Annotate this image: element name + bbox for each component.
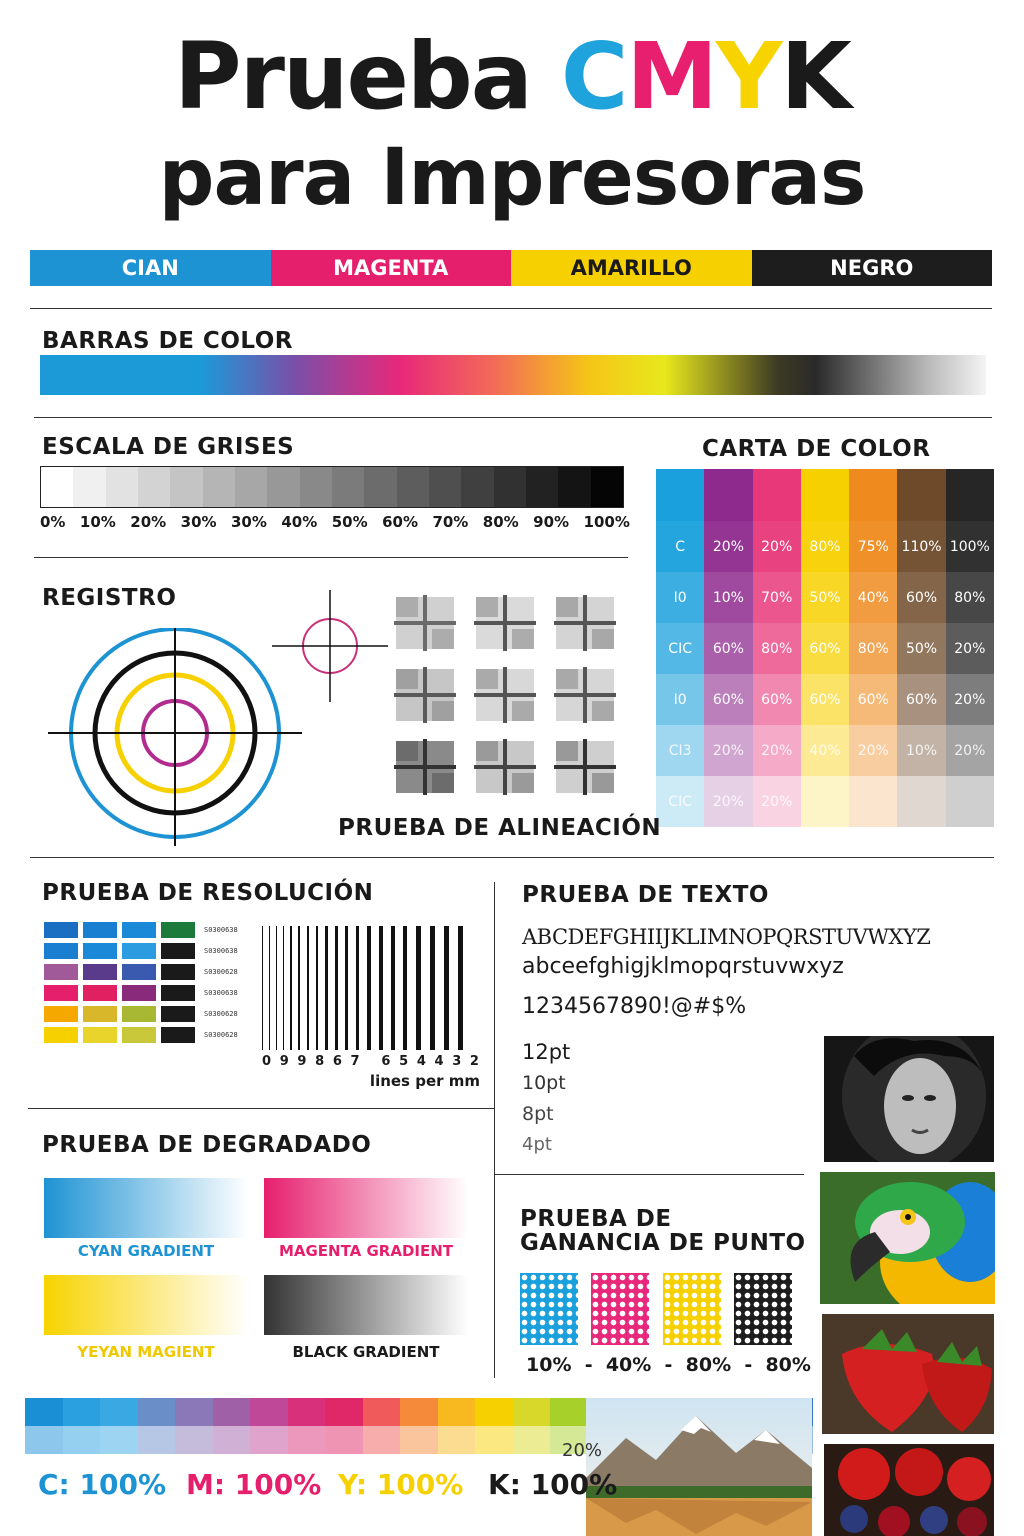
color-chart-cell: 40% (801, 725, 849, 776)
grayscale-strip (40, 466, 624, 508)
color-chart-cell: 60% (897, 572, 945, 623)
bottom-strip-cell (213, 1426, 251, 1454)
resolution-row (44, 922, 238, 938)
resolution-row (44, 943, 238, 959)
barcode-digit: 8 (315, 1054, 326, 1069)
barcode-digit: 4 (434, 1054, 445, 1069)
color-chart-row (656, 623, 994, 674)
color-chart-cell: 10% (704, 572, 752, 623)
ink-bar-amarillo: AMARILLO (511, 250, 752, 286)
color-chart-cell: 60% (801, 623, 849, 674)
bottom-strip-cell (363, 1426, 401, 1454)
grayscale-label: 60% (382, 513, 418, 531)
grayscale-step (267, 467, 299, 507)
color-chart-cell: C (656, 521, 704, 572)
color-chart-cell (897, 776, 945, 827)
bottom-strip-cell (513, 1398, 551, 1426)
grayscale-step (332, 467, 364, 507)
resolution-code: S0300628 (204, 968, 238, 976)
color-chart-row (656, 725, 994, 776)
resolution-swatch (44, 1006, 78, 1022)
color-chart-swatch (704, 469, 752, 521)
color-chart-cell: 50% (801, 572, 849, 623)
section-title-gradient: PRUEBA DE DEGRADADO (42, 1132, 372, 1158)
color-chart-row (656, 674, 994, 725)
ink-bar-cian: CIAN (30, 250, 271, 286)
section-title-text-test: PRUEBA DE TEXTO (522, 882, 769, 908)
landscape-photo (586, 1398, 812, 1536)
color-chart-cell: 20% (753, 725, 801, 776)
bottom-strip-cell (25, 1426, 63, 1454)
grayscale-step (591, 467, 623, 507)
bottom-strip-cell (100, 1426, 138, 1454)
resolution-swatch (44, 922, 78, 938)
resolution-code: S0300638 (204, 989, 238, 997)
dot-gain-swatch (520, 1273, 578, 1345)
barcode-digit: 4 (416, 1054, 427, 1069)
section-title-grayscale: ESCALA DE GRISES (42, 434, 295, 460)
bottom-strip-cell (138, 1426, 176, 1454)
lowercase-sample: abceefghigjklmopqrstuvwxyz (522, 954, 844, 979)
strawberry-photo (822, 1314, 994, 1434)
barcode-digit: 5 (399, 1054, 410, 1069)
barcode-line (298, 926, 300, 1050)
bottom-strip-cell (325, 1398, 363, 1426)
barcode-line (391, 926, 395, 1050)
barcode-digit: 6 (332, 1054, 343, 1069)
barcode-line (290, 926, 292, 1050)
bottom-strip-cell (213, 1398, 251, 1426)
resolution-barcode (262, 926, 480, 1050)
color-chart-cell: 20% (753, 776, 801, 827)
bottom-strip-cell (175, 1398, 213, 1426)
cyan-percent: C: 100% (38, 1468, 166, 1501)
grayscale-label: 40% (281, 513, 318, 531)
grayscale-step (558, 467, 590, 507)
ink-bar-magenta: MAGENTA (271, 250, 512, 286)
digits-sample: 1234567890!@#$% (522, 994, 747, 1019)
berries-photo (824, 1444, 994, 1536)
barcode-line (335, 926, 338, 1050)
color-chart-swatch (801, 469, 849, 521)
bottom-strip-cell (138, 1398, 176, 1426)
alignment-mark (474, 667, 536, 723)
title-prefix: Prueba (174, 23, 561, 130)
bottom-strip-cell (475, 1426, 513, 1454)
color-chart-cell: 60% (704, 623, 752, 674)
grayscale-label: 80% (482, 513, 519, 531)
barcode-digit: 0 (262, 1054, 273, 1069)
barcode-line (316, 926, 318, 1050)
barcode-line (262, 926, 263, 1050)
barcode-line (307, 926, 309, 1050)
resolution-swatch (122, 1027, 156, 1043)
barcode-digit: 7 (350, 1054, 361, 1069)
registration-target (48, 628, 302, 848)
ink-color-bar (30, 250, 992, 286)
color-chart-cell: 20% (753, 521, 801, 572)
color-chart-swatch (753, 469, 801, 521)
section-title-color-bars: BARRAS DE COLOR (42, 328, 293, 354)
color-chart-cell: 80% (801, 521, 849, 572)
barcode-digit: 9 (297, 1054, 308, 1069)
color-chart-cell: 75% (849, 521, 897, 572)
resolution-swatch (161, 943, 195, 959)
resolution-swatches (44, 922, 238, 1048)
section-title-registration: REGISTRO (42, 585, 177, 611)
ink-bar-negro: NEGRO (752, 250, 993, 286)
lines-per-mm-label: lines per mm (369, 1072, 480, 1090)
color-chart-cell: 80% (849, 623, 897, 674)
grayscale-label: 50% (331, 513, 368, 531)
color-chart (656, 469, 994, 827)
grayscale-step (429, 467, 461, 507)
color-chart-cell (849, 776, 897, 827)
resolution-swatch (122, 922, 156, 938)
alignment-mark (474, 595, 536, 651)
barcode-line (283, 926, 284, 1050)
parrot-photo (820, 1172, 995, 1304)
bottom-strip-cell (438, 1398, 476, 1426)
barcode-line (444, 926, 449, 1050)
magenta-gradient-label: MAGENTA GRADIENT (278, 1242, 454, 1260)
bottom-strip-cell (325, 1426, 363, 1454)
grayscale-step (106, 467, 138, 507)
grayscale-step (203, 467, 235, 507)
black-gradient-label: BLACK GRADIENT (292, 1343, 440, 1361)
section-title-alignment: PRUEBA DE ALINEACIÓN (338, 815, 662, 841)
divider (30, 308, 992, 309)
grayscale-step (526, 467, 558, 507)
black-percent: K: 100% (488, 1468, 618, 1501)
divider (34, 417, 992, 418)
bottom-strip-cell (400, 1398, 438, 1426)
resolution-swatch (161, 964, 195, 980)
cyan-gradient (44, 1178, 248, 1238)
color-chart-cell (946, 776, 994, 827)
cyan-gradient-label: CYAN GRADIENT (77, 1242, 215, 1260)
color-chart-swatch (897, 469, 945, 521)
bottom-strip-cell (550, 1398, 588, 1426)
resolution-swatch (83, 964, 117, 980)
grayscale-step (397, 467, 429, 507)
grayscale-step (73, 467, 105, 507)
color-chart-cell: 60% (753, 674, 801, 725)
grayscale-step (170, 467, 202, 507)
color-chart-row (656, 776, 994, 827)
barcode-line (379, 926, 383, 1050)
barcode-line (416, 926, 421, 1050)
barcode-line (345, 926, 348, 1050)
color-chart-cell: 10% (897, 725, 945, 776)
grayscale-step (494, 467, 526, 507)
color-chart-cell: 60% (897, 674, 945, 725)
barcode-line (356, 926, 359, 1050)
black-gradient (264, 1275, 468, 1335)
barcode-digit: 6 (381, 1054, 392, 1069)
grayscale-label: 0% (40, 513, 66, 531)
barcode-line (276, 926, 277, 1050)
color-chart-cell: 110% (897, 521, 945, 572)
dot-gain-labels: 10% - 40% - 80% - 80% (526, 1354, 811, 1376)
color-chart-cell: 80% (753, 623, 801, 674)
bottom-strip-cell (513, 1426, 551, 1454)
resolution-swatch (122, 964, 156, 980)
resolution-swatch (122, 1006, 156, 1022)
divider (494, 1174, 804, 1175)
vertical-divider (494, 882, 495, 1378)
color-bar-gradient (40, 355, 986, 395)
resolution-code: S0300638 (204, 926, 238, 934)
resolution-row (44, 1006, 238, 1022)
color-chart-row (656, 521, 994, 572)
title-letter-c: C (560, 23, 627, 130)
crosshair-mark (272, 590, 388, 702)
portrait-photo (824, 1036, 994, 1162)
barcode-line (367, 926, 371, 1050)
color-chart-cell: 60% (801, 674, 849, 725)
size-4pt: 4pt (522, 1134, 552, 1155)
resolution-swatch (83, 985, 117, 1001)
color-chart-cell: 20% (849, 725, 897, 776)
bottom-strip-cell (438, 1426, 476, 1454)
barcode-line (325, 926, 328, 1050)
alignment-mark (394, 667, 456, 723)
divider (34, 557, 628, 558)
resolution-swatch (44, 964, 78, 980)
magenta-gradient (264, 1178, 468, 1238)
grayscale-step (364, 467, 396, 507)
bottom-strip-cell (250, 1426, 288, 1454)
bottom-strip-cell (288, 1398, 326, 1426)
title-letter-y: Y (715, 23, 781, 130)
dot-gain-swatch (663, 1273, 721, 1345)
color-chart-cell: 50% (897, 623, 945, 674)
bottom-strip-cell (100, 1398, 138, 1426)
bottom-strip-cell (363, 1398, 401, 1426)
color-chart-cell: 40% (849, 572, 897, 623)
overlay-percent: 20% (562, 1440, 603, 1461)
size-10pt: 10pt (522, 1072, 566, 1094)
resolution-row (44, 1027, 238, 1043)
alignment-mark (474, 739, 536, 795)
size-8pt: 8pt (522, 1103, 554, 1125)
color-chart-cell: 20% (704, 521, 752, 572)
barcode-line (269, 926, 270, 1050)
color-chart-cell: 20% (704, 776, 752, 827)
resolution-swatch (161, 1006, 195, 1022)
page-subtitle: para Impresoras (158, 133, 866, 223)
color-chart-cell: 100% (946, 521, 994, 572)
section-title-dot-gain-line1: PRUEBA DE (520, 1206, 672, 1232)
resolution-swatch (83, 943, 117, 959)
resolution-swatch (44, 943, 78, 959)
resolution-code: S0300628 (204, 1010, 238, 1018)
color-chart-cell: 60% (704, 674, 752, 725)
resolution-row (44, 964, 238, 980)
bottom-strip-cell (175, 1426, 213, 1454)
yellow-percent: Y: 100% (338, 1468, 464, 1501)
grayscale-step (138, 467, 170, 507)
bottom-strip-cell (288, 1426, 326, 1454)
alignment-mark (554, 739, 616, 795)
resolution-code: S0300638 (204, 947, 238, 955)
barcode-line (403, 926, 407, 1050)
resolution-swatch (161, 1027, 195, 1043)
alignment-mark (554, 595, 616, 651)
section-title-color-chart: CARTA DE COLOR (702, 436, 931, 462)
color-chart-cell: CI3 (656, 725, 704, 776)
color-chart-cell: 80% (946, 572, 994, 623)
color-chart-swatch (656, 469, 704, 521)
color-chart-swatch (849, 469, 897, 521)
resolution-swatch (161, 922, 195, 938)
color-chart-swatch (946, 469, 994, 521)
resolution-swatch (83, 1027, 117, 1043)
resolution-swatch (44, 1027, 78, 1043)
barcode-digit: 9 (279, 1054, 290, 1069)
bottom-strip-cell (475, 1398, 513, 1426)
yellow-gradient-label: YEYAN MAGIENT (77, 1343, 215, 1361)
resolution-swatch (83, 1006, 117, 1022)
yellow-gradient (44, 1275, 248, 1335)
bottom-strip-cell (25, 1398, 63, 1426)
size-12pt: 12pt (522, 1040, 571, 1064)
grayscale-label: 30% (180, 513, 217, 531)
color-chart-cell: 60% (849, 674, 897, 725)
divider (28, 1108, 494, 1109)
resolution-swatch (122, 985, 156, 1001)
resolution-row (44, 985, 238, 1001)
grayscale-label: 20% (130, 513, 167, 531)
page-title (0, 22, 1024, 132)
barcode-digit: 3 (452, 1054, 463, 1069)
section-title-dot-gain-line2: GANANCIA DE PUNTO (520, 1230, 806, 1256)
title-letter-m: M (626, 23, 716, 130)
color-chart-cell: I0 (656, 674, 704, 725)
section-title-resolution: PRUEBA DE RESOLUCIÓN (42, 880, 374, 906)
color-chart-cell (801, 776, 849, 827)
bottom-strip-cell (63, 1426, 101, 1454)
color-chart-cell: 20% (946, 725, 994, 776)
barcode-digit (368, 1054, 374, 1069)
alignment-mark (394, 595, 456, 651)
barcode-digit: 2 (469, 1054, 480, 1069)
color-chart-cell: 70% (753, 572, 801, 623)
title-letter-k: K (780, 23, 850, 130)
grayscale-step (461, 467, 493, 507)
dot-gain-swatch (734, 1273, 792, 1345)
grayscale-label: 70% (432, 513, 469, 531)
color-chart-header-row (656, 469, 994, 521)
grayscale-label: 30% (231, 513, 267, 531)
color-chart-cell: CIC (656, 623, 704, 674)
alignment-mark (394, 739, 456, 795)
bottom-strip-cell (63, 1398, 101, 1426)
color-chart-cell: I0 (656, 572, 704, 623)
bottom-strip-cell (250, 1398, 288, 1426)
grayscale-step (235, 467, 267, 507)
grayscale-label: 90% (533, 513, 570, 531)
grayscale-labels (40, 513, 630, 531)
resolution-swatch (122, 943, 156, 959)
color-chart-cell: CIC (656, 776, 704, 827)
dot-gain-swatch (591, 1273, 649, 1345)
color-chart-cell: 20% (946, 674, 994, 725)
grayscale-step (300, 467, 332, 507)
resolution-code: S0300628 (204, 1031, 238, 1039)
color-chart-row (656, 572, 994, 623)
dot-gain-swatches (520, 1273, 792, 1345)
barcode-line (458, 926, 463, 1050)
barcode-line (430, 926, 435, 1050)
magenta-percent: M: 100% (186, 1468, 322, 1501)
color-chart-cell: 20% (704, 725, 752, 776)
resolution-swatch (161, 985, 195, 1001)
divider (30, 857, 994, 858)
alignment-mark (554, 667, 616, 723)
grayscale-label: 100% (583, 513, 630, 531)
color-chart-cell: 20% (946, 623, 994, 674)
barcode-digits (262, 1054, 480, 1069)
alignment-marks (394, 595, 624, 805)
grayscale-label: 10% (79, 513, 116, 531)
resolution-swatch (83, 922, 117, 938)
uppercase-sample: ABCDEFGHIIJKLIMNOPQRSTUVWXYZ (522, 925, 931, 949)
resolution-swatch (44, 985, 78, 1001)
bottom-strip-cell (400, 1426, 438, 1454)
grayscale-step (41, 467, 73, 507)
